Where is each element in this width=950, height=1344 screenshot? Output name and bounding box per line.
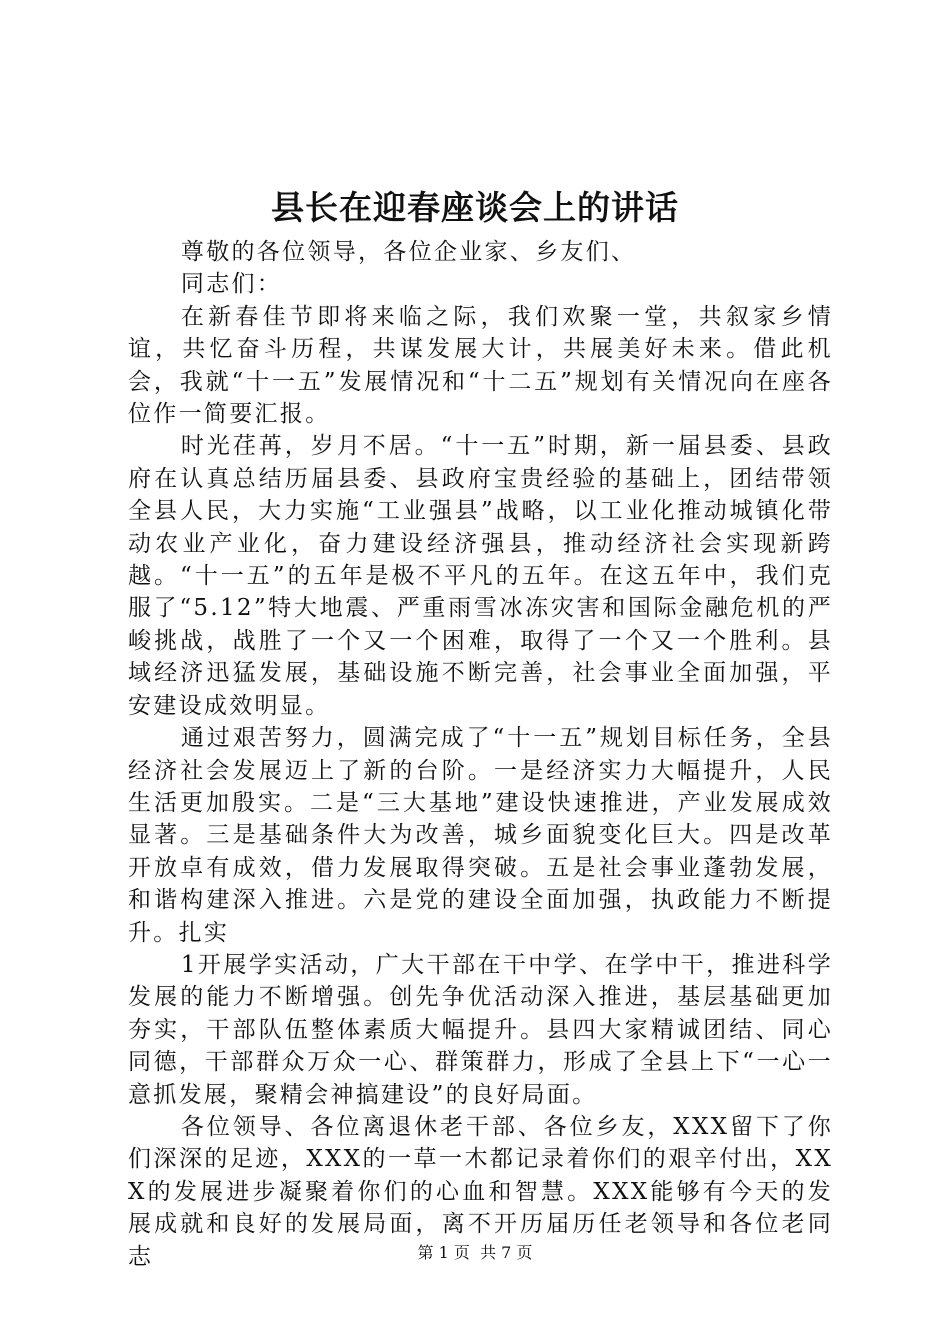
body-paragraph: 1开展学实活动，广大干部在干中学、在学中干，推进科学发展的能力不断增强。创先争优活动深入推进，基层基础更加夯实，干部队伍整体素质大幅提升。县四大家精诚团结、同心同德，干部群众万众一心、群策群力，形成了全县上下“一心一意抓发展，聚精会神搞建设”的良好局面。 xyxy=(128,951,833,1108)
page-footer xyxy=(0,1242,950,1264)
page-number-label: 第 1 页 共 7 页 xyxy=(417,1243,533,1262)
body-paragraph: 在新春佳节即将来临之际，我们欢聚一堂，共叙家乡情谊，共忆奋斗历程，共谋发展大计，共展美好未来。借此机会，我就“十一五”发展情况和“十二五”规划有关情况向在座各位作一简要汇报。 xyxy=(128,303,833,428)
body-paragraph: 时光荏苒，岁月不居。“十一五”时期，新一届县委、县政府在认真总结历届县委、县政府宝贵经验的基础上，团结带领全县人民，大力实施“工业强县”战略，以工业化推动城镇化带动农业产业化，奋力建设经济强县，推动经济社会实现新跨越。“十一五”的五年是极不平凡的五年。在这五年中，我们克服了“5.12”特大地震、严重雨雪冰冻灾害和国际金融危机的严峻挑战，战胜了一个又一个困难，取得了一个又一个胜利。县域经济迅猛发展，基础设施不断完善，社会事业全面加强，平安建设成效明显。 xyxy=(128,433,833,719)
body-paragraph: 通过艰苦努力，圆满完成了“十一五”规划目标任务，全县经济社会发展迈上了新的台阶。一是经济实力大幅提升，人民生活更加殷实。二是“三大基地”建设快速推进，产业发展成效显著。三是基础条件大为改善，城乡面貌变化巨大。四是改革开放卓有成效，借力发展取得突破。五是社会事业蓬勃发展，和谐构建深入推进。六是党的建设全面加强，执政能力不断提升。扎实 xyxy=(128,725,833,946)
document-body xyxy=(128,236,833,1273)
document-title: 县长在迎春座谈会上的讲话 xyxy=(271,188,679,227)
salutation-line-2: 同志们： xyxy=(180,271,283,298)
salutation-line-1: 尊敬的各位领导，各位企业家、乡友们、 xyxy=(180,239,637,265)
body-paragraph: 各位领导、各位离退休老干部、各位乡友，XXX留下了你们深深的足迹，XXX的一草一木都记录着你们的艰辛付出，XXX的发展进步凝聚着你们的心血和智慧。XXX能够有今天的发展成就和良好的发展局面，离不开历届历任老领导和各位老同志 xyxy=(128,1113,833,1270)
